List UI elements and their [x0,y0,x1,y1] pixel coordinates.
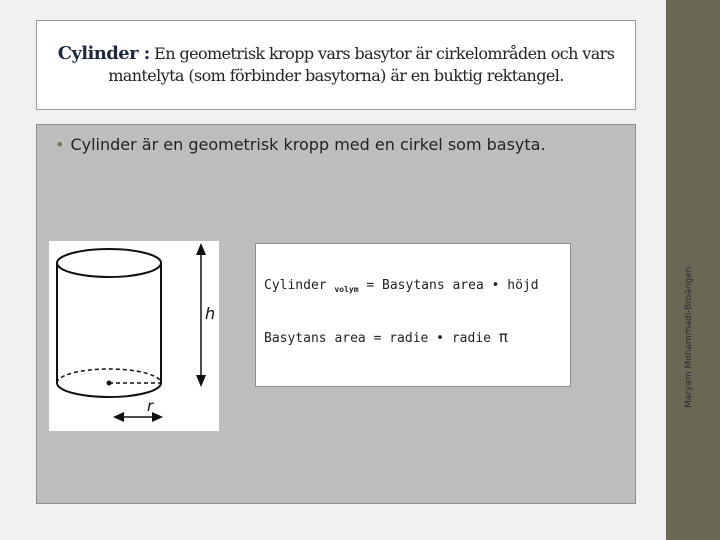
title-box [36,20,636,110]
title-definition-part1: En geometrisk kropp vars basytor är cirkelområden och vars [154,44,615,63]
base-area-formula-text: Basytans area = radie • radie [264,331,499,346]
bullet-marker: • [55,135,65,154]
cylinder-figure [49,241,219,431]
base-area-formula [264,328,508,346]
title-definition-part2: mantelyta (som förbinder basytorna) är en buktig rektangel. [108,66,564,85]
content-panel [36,124,636,504]
pi-symbol: π [498,328,508,346]
volume-formula-rest: = Basytans area • höjd [366,278,539,293]
height-label: h [205,304,216,323]
bullet-point [55,135,546,154]
cylinder-diagram [49,241,219,431]
cylinder-top-ellipse [57,249,161,277]
volume-formula [264,278,539,294]
volume-formula-prefix: Cylinder [264,278,327,293]
title-line-1 [37,43,635,64]
author-credit: Maryam Mohammadi-Broängen [684,266,694,408]
height-arrow-down [196,375,206,387]
cylinder-center-dot [107,381,112,386]
bullet-text: Cylinder är en geometrisk kropp med en cirkel som basyta. [70,135,546,154]
height-arrow-up [196,243,206,255]
title-keyword: Cylinder : [57,43,150,64]
radius-arrow-left [113,412,124,422]
volume-formula-subscript: volym [334,285,359,294]
radius-arrow-right [152,412,163,422]
formula-box [255,243,571,387]
radius-label: r [147,397,154,415]
